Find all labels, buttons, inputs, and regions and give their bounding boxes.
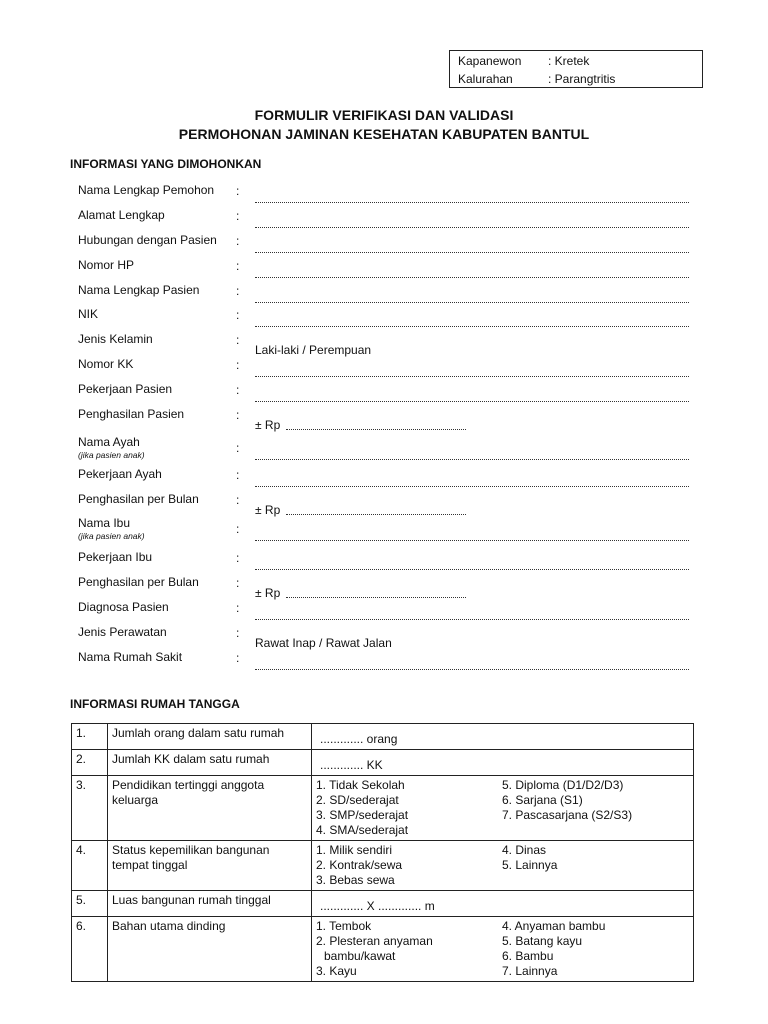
field-colon: : [236,333,240,347]
field-label-text: Nama Rumah Sakit [78,650,183,664]
table-row [72,724,694,750]
field-label [78,258,134,272]
table-row [72,891,694,917]
field-blank-line[interactable] [255,619,689,620]
field-blank-line[interactable] [255,202,689,203]
field-label [78,357,133,371]
field-label-text: Jenis Perawatan [78,625,167,639]
field-value: ± Rp [255,503,281,517]
field-label-text: Nomor KK [78,357,134,371]
field-label [78,407,184,421]
income-blank[interactable] [286,514,466,515]
option-list [316,919,689,979]
option-item[interactable]: 2. SD/sederajat [316,793,399,807]
option-item[interactable]: 5. Batang kayu [502,934,583,948]
field-colon: : [236,408,240,422]
option-item[interactable]: 5. Diploma (D1/D2/D3) [502,778,624,792]
option-column [502,843,689,888]
option-item[interactable]: 2. Kontrak/sewa [316,858,403,872]
field-blank-line[interactable] [255,277,689,278]
kapanewon-row [458,54,590,68]
row-question: Pendidikan tertinggi anggota keluarga [108,776,312,841]
option-list [316,843,689,888]
field-label [78,575,199,589]
option-column [316,843,502,888]
field-colon: : [236,441,240,455]
household-table [71,723,694,982]
option-item[interactable]: 1. Milik sendiri [316,843,393,857]
field-blank-line[interactable] [255,326,689,327]
field-label-text: Penghasilan Pasien [78,407,185,421]
field-label-text: Nama Lengkap Pasien [78,283,200,297]
option-column [316,778,502,838]
field-label-text: Penghasilan per Bulan [78,575,199,589]
field-blank-line[interactable] [255,302,689,303]
field-blank-line[interactable] [255,376,689,377]
option-item[interactable]: 1. Tembok [316,919,372,933]
field-colon: : [236,308,240,322]
option-column [502,778,689,838]
option-item[interactable]: 5. Lainnya [502,858,558,872]
row-number: 3. [72,776,108,841]
income-field[interactable] [255,418,466,432]
field-colon: : [236,576,240,590]
option-item[interactable]: 7. Pascasarjana (S2/S3) [502,808,633,822]
field-label-text: Nomor HP [78,258,135,272]
option-item[interactable]: 4. Dinas [502,843,547,857]
field-blank-line[interactable] [255,227,689,228]
option-item[interactable]: 3. SMP/sederajat [316,808,409,822]
row-number: 4. [72,841,108,891]
field-colon: : [236,358,240,372]
region-info-box [449,50,703,88]
income-blank[interactable] [286,597,466,598]
row-number: 2. [72,750,108,776]
row-answer[interactable] [312,750,694,776]
field-label [78,650,182,664]
row-question: Bahan utama dinding [108,917,312,982]
field-label [78,382,172,396]
field-label [78,435,145,460]
field-label [78,492,199,506]
option-item[interactable]: 4. SMA/sederajat [316,823,409,837]
option-field[interactable] [255,343,371,357]
field-colon: : [236,522,240,536]
kalurahan-row [458,72,616,86]
field-blank-line[interactable] [255,569,689,570]
field-value: ± Rp [255,418,281,432]
option-column [316,919,502,979]
field-label-text: Nama Lengkap Pemohon [78,183,215,197]
field-colon: : [236,551,240,565]
field-blank-line[interactable] [255,486,689,487]
field-value: Laki-laki / Perempuan [255,343,372,357]
field-label [78,307,98,321]
kapanewon-label: Kapanewon [458,54,522,68]
field-label [78,332,153,346]
field-label [78,233,217,247]
field-blank-line[interactable] [255,252,689,253]
field-label [78,600,169,614]
row-answer[interactable] [312,917,694,982]
income-field[interactable] [255,503,466,517]
field-label-text: Pekerjaan Ibu [78,550,153,564]
field-colon: : [236,383,240,397]
form-title-line1: FORMULIR VERIFIKASI DAN VALIDASI [254,107,514,123]
option-item[interactable]: 3. Kayu [316,964,357,978]
row-question: Jumlah KK dalam satu rumah [108,750,312,776]
field-colon: : [236,601,240,615]
field-blank-line[interactable] [255,459,689,460]
option-column [502,919,689,979]
field-colon: : [236,284,240,298]
row-answer[interactable] [312,841,694,891]
row-answer[interactable] [312,891,694,917]
field-blank-line[interactable] [255,401,689,402]
row-answer[interactable] [312,776,694,841]
field-colon: : [236,209,240,223]
option-item[interactable]: 4. Anyaman bambu [502,919,606,933]
kapanewon-value: : Kretek [548,54,590,68]
option-item[interactable]: 1. Tidak Sekolah [316,778,405,792]
field-label [78,183,214,197]
income-blank[interactable] [286,429,466,430]
field-colon: : [236,184,240,198]
field-note: (jika pasien anak) [78,450,145,460]
table-row [72,841,694,891]
answer-blank[interactable]: ............. KK [320,758,383,772]
option-item[interactable]: 6. Bambu [502,949,554,963]
field-label [78,208,165,222]
field-colon: : [236,626,240,640]
field-label [78,625,167,639]
option-item[interactable]: 7. Lainnya [502,964,558,978]
field-label [78,283,199,297]
row-question: Jumlah orang dalam satu rumah [108,724,312,750]
field-label-text: Pekerjaan Ayah [78,467,162,481]
field-label-text: Pekerjaan Pasien [78,382,173,396]
field-label [78,516,145,541]
field-colon: : [236,234,240,248]
answer-blank[interactable]: ............. orang [320,732,398,746]
field-value: ± Rp [255,586,281,600]
field-blank-line[interactable] [255,540,689,541]
section-heading-informasi-dimohonkan: INFORMASI YANG DIMOHONKAN [70,157,262,171]
field-colon: : [236,651,240,665]
field-colon: : [236,259,240,273]
field-blank-line[interactable] [255,669,689,670]
kalurahan-value: : Parangtritis [548,72,616,86]
field-label-text: Nama Ayah [78,435,140,449]
row-number: 6. [72,917,108,982]
field-colon: : [236,493,240,507]
row-question: Status kepemilikan bangunan tempat tinggal [108,841,312,891]
kalurahan-label: Kalurahan [458,72,513,86]
field-label-text: Hubungan dengan Pasien [78,233,217,247]
table-row [72,917,694,982]
option-field[interactable] [255,636,392,650]
row-answer[interactable] [312,724,694,750]
field-label-text: NIK [78,307,99,321]
field-label-text: Nama Ibu [78,516,131,530]
field-label-text: Alamat Lengkap [78,208,165,222]
field-colon: : [236,468,240,482]
form-title-line2: PERMOHONAN JAMINAN KESEHATAN KABUPATEN BANTUL [178,126,590,142]
row-number: 5. [72,891,108,917]
field-label-text: Penghasilan per Bulan [78,492,199,506]
field-label [78,467,162,481]
table-row [72,776,694,841]
income-field[interactable] [255,586,466,600]
row-number: 1. [72,724,108,750]
option-list [316,778,689,838]
field-value: Rawat Inap / Rawat Jalan [255,636,392,650]
field-label-text: Jenis Kelamin [78,332,153,346]
section-heading-informasi-rumah-tangga: INFORMASI RUMAH TANGGA [70,697,240,711]
row-question: Luas bangunan rumah tinggal [108,891,312,917]
answer-blank[interactable]: ............. X ............. m [320,899,435,913]
table-row [72,750,694,776]
field-note: (jika pasien anak) [78,531,145,541]
option-item[interactable]: bambu/kawat [324,949,396,963]
field-label-text: Diagnosa Pasien [78,600,169,614]
field-label [78,550,152,564]
option-item[interactable]: 6. Sarjana (S1) [502,793,583,807]
option-item[interactable]: 3. Bebas sewa [316,873,395,887]
option-item[interactable]: 2. Plesteran anyaman [316,934,433,948]
